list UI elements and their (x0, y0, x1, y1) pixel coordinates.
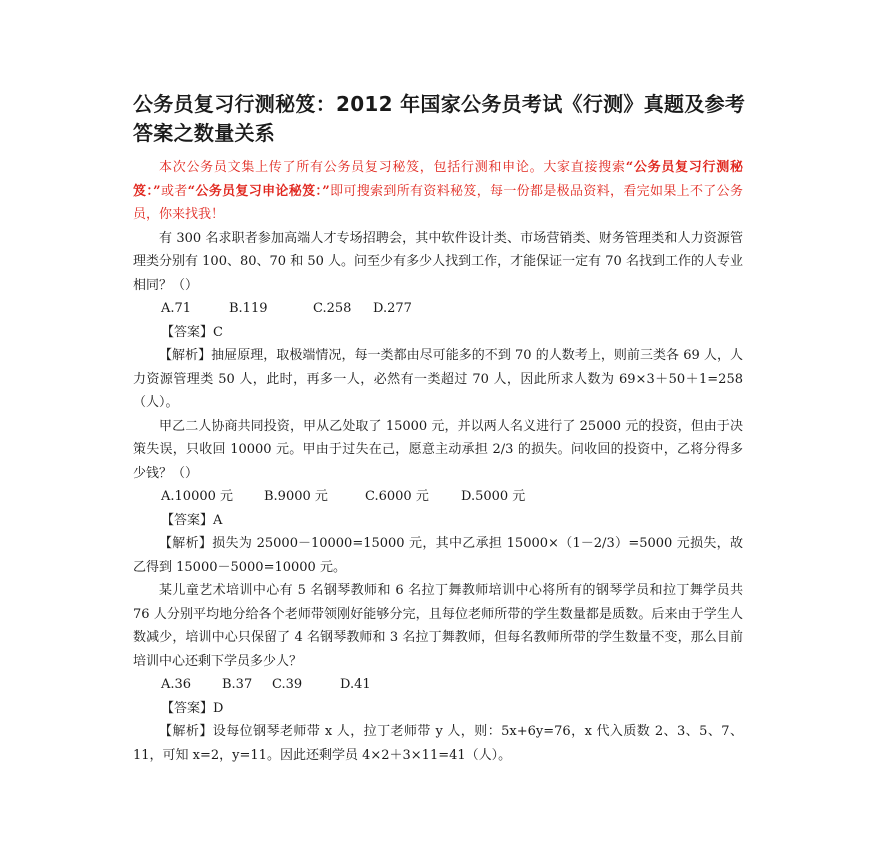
question-3-text: 某儿童艺术培训中心有 5 名钢琴教师和 6 名拉丁舞教师培训中心将所有的钢琴学员和拉丁舞学员共 76 人分别平均地分给各个老师带领刚好能够分完，且每位老师所带的学生数量都是质数。后来由于学生人数减少，培训中心只保留了 4 名钢琴教师和 3 名拉丁舞教师，但每名教师所带的学生数量不变，那么目前培训中心还剩下学员多少人？ (133, 583, 743, 669)
option-b: B.119 (229, 301, 268, 316)
document-title: 公务员复习行测秘笈：2012 年国家公务员考试《行测》真题及参考答案之数量关系 (133, 92, 746, 145)
question-2-answer: 【答案】A (161, 512, 223, 528)
option-c: C.6000 元 (365, 489, 429, 504)
question-3-answer: 【答案】D (161, 700, 224, 716)
question-1-answer: 【答案】C (161, 324, 223, 340)
option-d: D.41 (340, 677, 371, 692)
option-d: D.5000 元 (461, 489, 526, 504)
option-a: A.10000 元 (161, 489, 234, 504)
option-c: C.258 (313, 301, 352, 316)
question-1-text: 有 300 名求职者参加高端人才专场招聘会，其中软件设计类、市场营销类、财务管理类和人力资源管理类分别有 100、80、70 和 50 人。问至少有多少人找到工作，才能保证一定有 70 名找到工作的人专业相同？（） (133, 230, 743, 293)
intro-paragraph (133, 156, 743, 227)
option-a: A.36 (161, 677, 192, 692)
question-2-analysis: 【解析】损失为 25000－10000=15000 元，其中乙承担 15000×（1－2/3）=5000 元损失，故乙得到 15000－5000=10000 元。 (133, 536, 743, 575)
intro-text-3: 即可搜索到所有资料秘笈，每一份都是极品资料，看完如果上不了公务员，你来找我！ (133, 183, 743, 222)
option-b: B.37 (222, 677, 253, 692)
question-2-text: 甲乙二人协商共同投资，甲从乙处取了 15000 元，并以两人名义进行了 25000 元的投资，但由于决策失误，只收回 10000 元。甲由于过失在己，愿意主动承担 2/3 的损失。问收回的投资中，乙将分得多少钱？（） (133, 418, 743, 481)
intro-keyword-2: “公务员复习申论秘笈：” (187, 183, 330, 199)
option-c: C.39 (272, 677, 303, 692)
option-d: D.277 (373, 301, 412, 316)
option-b: B.9000 元 (264, 489, 328, 504)
option-a: A.71 (161, 301, 192, 316)
question-1-options (133, 297, 743, 321)
intro-text-2: 或者 (160, 183, 188, 199)
document-body (133, 156, 743, 767)
question-2-options (133, 485, 743, 509)
intro-text-1: 本次公务员文集上传了所有公务员复习秘笈，包括行测和申论。大家直接搜索 (159, 160, 626, 175)
question-1-analysis: 【解析】抽屉原理，取极端情况，每一类都由尽可能多的不到 70 的人数考上，则前三类各 69 人，人力资源管理类 50 人，此时，再多一人，必然有一类超过 70 人，因此所求人数为 69×3＋50＋1=258（人）。 (133, 348, 743, 410)
question-3-analysis: 【解析】设每位钢琴老师带 x 人，拉丁老师带 y 人，则：5x+6y=76，x 代入质数 2、3、5、7、11，可知 x=2，y=11。因此还剩学员 4×2＋3×11=41（人）。 (133, 724, 743, 763)
question-3-options (133, 673, 743, 697)
intro-keyword-1: “公务员复习行测秘笈：” (133, 160, 743, 199)
